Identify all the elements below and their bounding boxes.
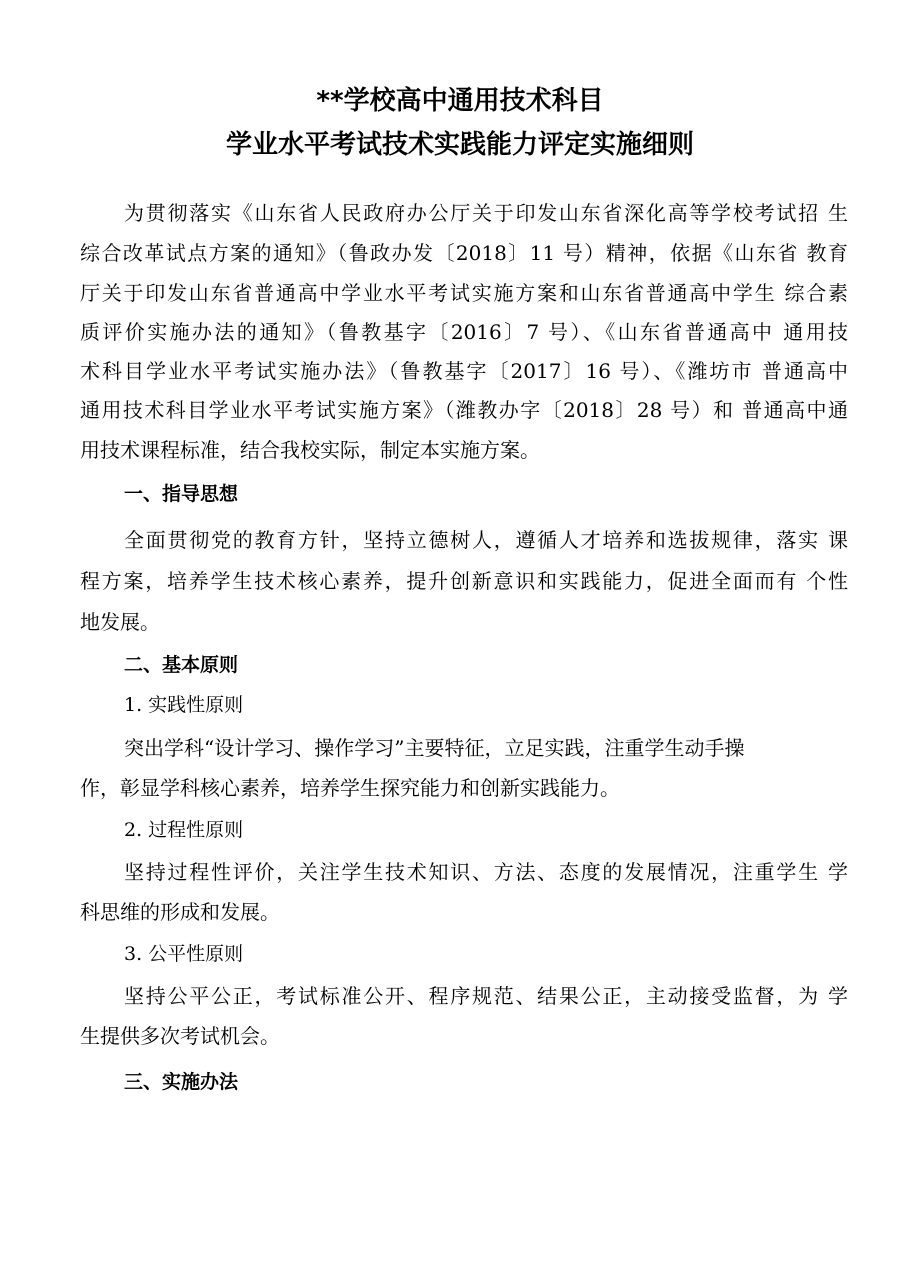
section-heading: 三、实施办法 <box>124 1071 239 1093</box>
paragraph-line: 科思维的形成和发展。 <box>80 900 280 924</box>
paragraph-line: 全面贯彻党的教育方针，坚持立德树人，遵循人才培养和选拔规律，落实 课 <box>124 528 848 552</box>
intro-line: 为贯彻落实《山东省人民政府办公厅关于印发山东省深化高等学校考试招 生 <box>124 201 848 225</box>
paragraph-line: 程方案，培养学生技术核心素养，提升创新意识和实践能力，促进全面而有 个性 <box>80 569 848 593</box>
intro-line: 厅关于印发山东省普通高中学业水平考试实施方案和山东省普通高中学生 综合素 <box>80 281 848 305</box>
principle-title: 2. 过程性原则 <box>124 819 244 841</box>
paragraph-line: 生提供多次考试机会。 <box>80 1024 280 1048</box>
section-heading: 二、基本原则 <box>124 654 239 676</box>
paragraph-line: 坚持公平公正，考试标准公开、程序规范、结果公正，主动接受监督，为 学 <box>124 984 848 1008</box>
intro-line: 用技术课程标准，结合我校实际，制定本实施方案。 <box>80 438 540 462</box>
paragraph-line: 坚持过程性评价，关注学生技术知识、方法、态度的发展情况，注重学生 学 <box>124 860 848 884</box>
section-heading: 一、指导思想 <box>124 483 239 505</box>
intro-line: 质评价实施办法的通知》（鲁教基字〔2016〕7 号）、《山东省普通高中 通用技 <box>80 320 848 344</box>
intro-line: 综合改革试点方案的通知》（鲁政办发〔2018〕11 号）精神，依据《山东省 教育 <box>80 241 848 265</box>
paragraph-line: 突出学科“设计学习、操作学习”主要特征，立足实践，注重学生动手操 <box>124 736 745 760</box>
principle-title: 3. 公平性原则 <box>124 943 244 965</box>
intro-line: 术科目学业水平考试实施办法》（鲁教基字〔2017〕16 号）、《潍坊市 普通高中 <box>80 359 848 383</box>
paragraph-line: 作，彰显学科核心素养，培养学生探究能力和创新实践能力。 <box>80 776 620 800</box>
intro-line: 通用技术科目学业水平考试实施方案》（潍教办字〔2018〕28 号）和 普通高中通 <box>80 398 848 422</box>
title-line-2: 学业水平考试技术实践能力评定实施细则 <box>225 130 694 160</box>
paragraph-line: 地发展。 <box>80 610 160 634</box>
principle-title: 1. 实践性原则 <box>124 694 244 716</box>
title-line-1: **学校高中通用技术科目 <box>316 86 604 116</box>
